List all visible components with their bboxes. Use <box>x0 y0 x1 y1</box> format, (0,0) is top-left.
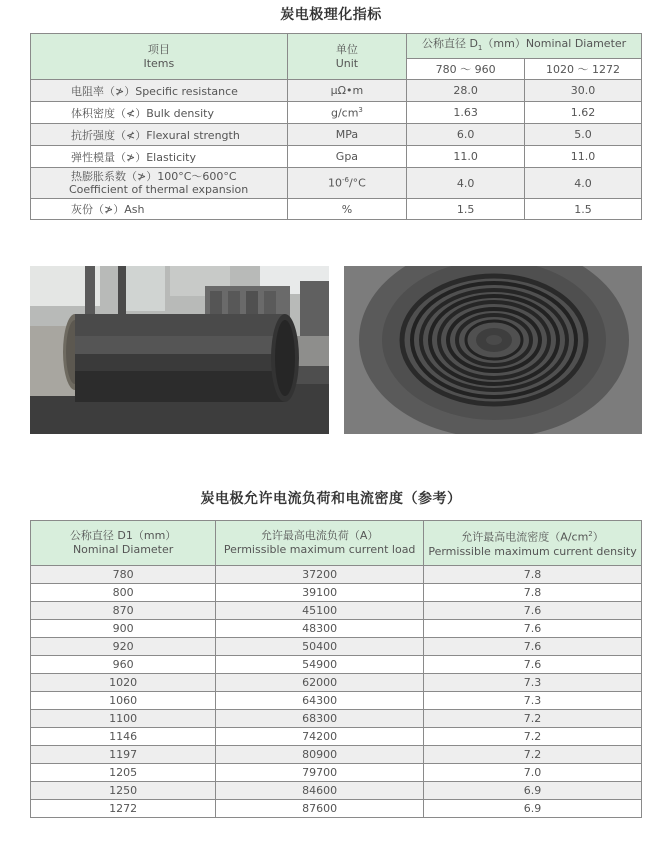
cell-d: 870 <box>31 602 216 620</box>
cell-load: 80900 <box>216 746 424 764</box>
cell-density: 6.9 <box>424 782 642 800</box>
header-range-2: 1020 ～ 1272 <box>525 59 642 80</box>
cell-density: 7.8 <box>424 566 642 584</box>
current-load-table <box>30 520 642 818</box>
cell-d: 800 <box>31 584 216 602</box>
header-max-current-load: 允许最高电流负荷（A） Permissible maximum current load <box>216 521 424 566</box>
header-unit-cn: 单位 <box>335 42 358 56</box>
cell-d: 1205 <box>31 764 216 782</box>
header-nominal-diameter: 公称直径 D1（mm） Nominal Diameter <box>31 521 216 566</box>
table-row <box>31 656 642 674</box>
cell-d: 1146 <box>31 728 216 746</box>
cell-density: 7.0 <box>424 764 642 782</box>
header-max-current-density: 允许最高电流密度$(A/cm^2)$ Permissible maximum current density <box>424 521 642 566</box>
table-row <box>31 728 642 746</box>
table-row <box>31 566 642 584</box>
cell-density: 7.6 <box>424 638 642 656</box>
table-row <box>31 638 642 656</box>
cell-density: 6.9 <box>424 800 642 818</box>
cell-density: 7.6 <box>424 656 642 674</box>
cell-load: 79700 <box>216 764 424 782</box>
table-row: 弹性模量（≯）Elasticity Gpa 11.0 11.0 <box>31 146 642 168</box>
cell-load: 45100 <box>216 602 424 620</box>
header-items-en: Items <box>143 56 175 70</box>
electrode-warehouse-photo <box>30 266 329 434</box>
cell-d: 900 <box>31 620 216 638</box>
table-row: 灰份（≯）Ash % 1.5 1.5 <box>31 199 642 220</box>
cell-d: 1100 <box>31 710 216 728</box>
cell-load: 39100 <box>216 584 424 602</box>
cell-load: 50400 <box>216 638 424 656</box>
cell-d: 780 <box>31 566 216 584</box>
cell-load: 37200 <box>216 566 424 584</box>
cell-density: 7.8 <box>424 584 642 602</box>
cell-load: 74200 <box>216 728 424 746</box>
cell-density: 7.2 <box>424 710 642 728</box>
header-items-cn: 项目 <box>147 42 170 56</box>
cell-load: 54900 <box>216 656 424 674</box>
table-row <box>31 674 642 692</box>
cell-d: 1272 <box>31 800 216 818</box>
cell-d: 1197 <box>31 746 216 764</box>
cell-load: 48300 <box>216 620 424 638</box>
table-row <box>31 800 642 818</box>
cell-density: 7.2 <box>424 746 642 764</box>
table-row <box>31 710 642 728</box>
table-row <box>31 620 642 638</box>
header-unit <box>287 34 406 80</box>
header-items <box>31 34 288 80</box>
table-row <box>31 764 642 782</box>
cell-density: 7.2 <box>424 728 642 746</box>
cell-load: 64300 <box>216 692 424 710</box>
cell-d: 1250 <box>31 782 216 800</box>
table-row <box>31 746 642 764</box>
cell-density: 7.6 <box>424 602 642 620</box>
cell-d: 1060 <box>31 692 216 710</box>
table-row: 电阻率（≯）Specific resistance μΩ•m 28.0 30.0 <box>31 80 642 102</box>
table-row <box>31 782 642 800</box>
cell-load: 68300 <box>216 710 424 728</box>
table-row <box>31 692 642 710</box>
header-unit-en: Unit <box>335 56 359 70</box>
spec-table-title: 炭电极理化指标 <box>280 7 382 23</box>
table-row: 体积密度（≮）Bulk density $g/cm^3$ 1.63 1.62 <box>31 102 642 124</box>
cell-density: 7.3 <box>424 692 642 710</box>
header-nominal-diameter: 公称直径 $D_1(mm)Nominal$ Diameter <box>407 34 642 59</box>
table-row: 热膨胀系数（≯）100°C～600°C Coefficient of thermal expansion $10^{-6}/^\circ C$ 4.0 4.0 <box>31 168 642 199</box>
cell-density: 7.3 <box>424 674 642 692</box>
electrode-end-face-photo <box>344 266 642 434</box>
cell-d: 920 <box>31 638 216 656</box>
cell-load: 62000 <box>216 674 424 692</box>
table-row <box>31 584 642 602</box>
physicochemical-spec-table <box>30 33 642 220</box>
table-row: 抗折强度（≮）Flexural strength MPa 6.0 5.0 <box>31 124 642 146</box>
table-row <box>31 602 642 620</box>
cell-density: 7.6 <box>424 620 642 638</box>
header-range-1: 780 ～ 960 <box>407 59 525 80</box>
cell-load: 87600 <box>216 800 424 818</box>
cell-d: 960 <box>31 656 216 674</box>
current-load-table-title: 炭电极允许电流负荷和电流密度（参考） <box>200 491 462 507</box>
current-load-rows <box>31 566 642 818</box>
cell-load: 84600 <box>216 782 424 800</box>
cell-d: 1020 <box>31 674 216 692</box>
